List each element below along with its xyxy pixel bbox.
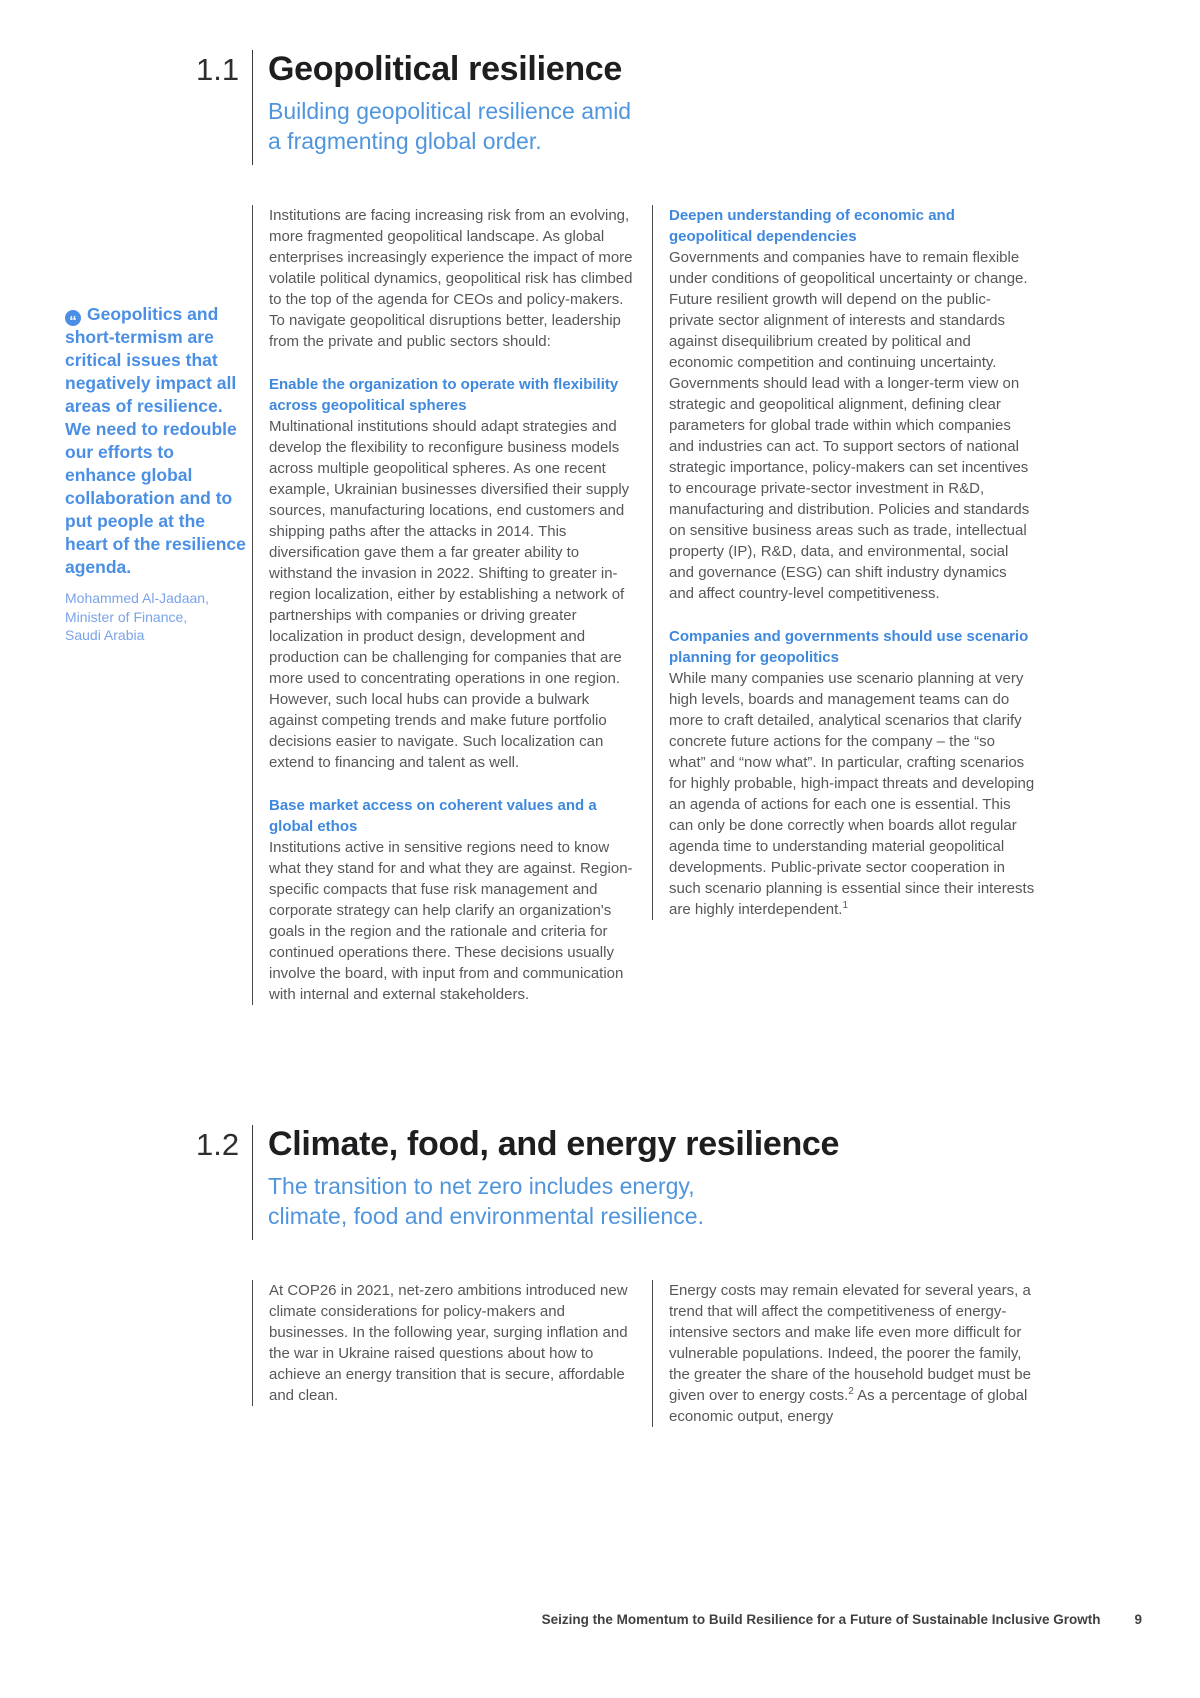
column-left: [252, 1280, 652, 1406]
section-title-block: [252, 50, 631, 165]
column-right: [652, 1280, 1052, 1427]
section-1-2-header: [196, 1125, 1200, 1240]
subsection-flexibility: [269, 374, 635, 773]
subsection-heading: Deepen understanding of economic and geopolitical dependencies: [669, 207, 955, 245]
body-segment: While many companies use scenario planning at very high levels, boards and management teams can do more to craft detailed, analytical scenarios that clarify concrete future actions for the company – the “so what” and “now what”. In particular, crafting scenarios for highly probable, high-impact threats and developing an agenda of actions for each one is essential. This can only be done correctly when boards allot regular agenda time to understanding material geopolitical developments. Public-private sector cooperation in such scenario planning is essential since their interests are highly: [669, 670, 1035, 918]
pull-quote: [65, 205, 252, 645]
subsection-dependencies: [669, 205, 1035, 604]
body-paragraph: Multinational institutions should adapt strategies and develop the flexibility to reconfigure business models across multiple geopolitical spheres. As one recent example, Ukrainian businesses diversified their supply sources, manufacturing locations, end customers and shipping paths after the attacks in 2014. This diversification gave them a far greater ability to withstand the invasion in 2022. Shifting to greater in-region localization, either by establishing a network of partnerships with companies or driving greater localization in product design, development and production can be challenging for companies that are more used to concentrating operations in one region. However, such local hubs can provide a bulwark against competing trends and make future portfolio decisions easier to navigate. Such localization can extend to financing and talent as well.: [269, 418, 630, 771]
column-left: [252, 205, 652, 1005]
subsection-heading: Enable the organization to operate with flexibility across geopolitical spheres: [269, 376, 619, 414]
section-1-2-content: [0, 1280, 1200, 1427]
section-number: 1.2: [196, 1127, 240, 1162]
footnote-ref-2: 2: [848, 1386, 854, 1397]
body-segment: Energy costs may remain elevated for several years, a trend that will affect the competitiveness of energy-intensive sectors and make life even more difficult for vulnerable populations. Indeed, the poorer the family, the greater the share of the household budget must be given over to energy costs.: [669, 1282, 1031, 1404]
section-subtitle: [268, 97, 631, 156]
page-footer: [542, 1612, 1142, 1627]
subsection-scenario-planning: [669, 626, 1035, 920]
attribution-name: Mohammed Al-Jadaan,: [65, 590, 209, 606]
column-right: [652, 205, 1052, 920]
quote-icon: “: [65, 310, 81, 326]
attribution-role: Minister of Finance,: [65, 608, 188, 625]
footer-report-title: Seizing the Momentum to Build Resilience for a Future of Sustainable Inclusive Growth: [541, 1612, 1101, 1627]
subsection-heading: Companies and governments should use scenario planning for geopolitics: [669, 628, 1029, 666]
body-segment: As a percentage of global economic output, energy: [669, 1387, 1028, 1425]
section-number: 1.1: [196, 52, 240, 87]
subtitle-line: The transition to net zero includes energy,: [268, 1173, 695, 1200]
pull-quote-text: Geopolitics and short-termism are critical issues that negatively impact all areas of resilience. We need to redouble our efforts to enhance global collaboration and to put people at the heart of the resilience agenda.: [65, 304, 246, 577]
body-paragraph: [669, 1280, 1035, 1427]
section-subtitle: [268, 1172, 839, 1231]
body-segment: interdependent.: [738, 901, 843, 918]
subtitle-line: Building geopolitical resilience amid: [268, 98, 632, 125]
section-1-1-header: [196, 50, 1200, 165]
page-number: 9: [1134, 1612, 1142, 1627]
section-title: Climate, food, and energy resilience: [268, 1125, 840, 1163]
subtitle-line: climate, food and environmental resilience.: [268, 1202, 704, 1229]
body-paragraph: Institutions active in sensitive regions need to know what they stand for and what they are against. Region-specific compacts that fuse risk management and corporate strategy can help clarify an organization's goals in the region and the rationale and criteria for continued operations there. These decisions usually involve the board, with input from and communication with internal and external stakeholders.: [269, 839, 633, 1003]
subsection-market-access: [269, 795, 635, 1005]
quote-attribution: [65, 589, 246, 645]
body-paragraph: At COP26 in 2021, net-zero ambitions introduced new climate considerations for policy-makers and businesses. In the following year, surging inflation and the war in Ukraine raised questions about how to achieve an energy transition that is secure, affordable and clean.: [269, 1282, 628, 1404]
pull-quote-text-block: [65, 303, 246, 579]
section-title: Geopolitical resilience: [268, 50, 623, 88]
attribution-org: Saudi Arabia: [65, 627, 145, 643]
subsection-heading: Base market access on coherent values and a global ethos: [269, 797, 597, 835]
intro-paragraph: Institutions are facing increasing risk from an evolving, more fragmented geopolitical landscape. As global enterprises increasingly experience the impact of more volatile political dynamics, geopolitical risk has climbed to the top of the agenda for CEOs and policy-makers. To navigate geopolitical disruptions better, leadership from the private and public sectors should:: [269, 207, 633, 350]
body-paragraph: Governments and companies have to remain flexible under conditions of geopolitical uncertainty or change. Future resilient growth will depend on the public-private sector alignment of interests and standards against disequilibrium created by political and economic competition and continuing uncertainty. Governments should lead with a longer-term view on strategic and geopolitical alignment, defining clear parameters for global trade within which companies and industries can act. To support sectors of national strategic importance, policy-makers can set incentives to encourage private-sector investment in R&D, manufacturing and distribution. Policies and standards on sensitive business areas such as trade, intellectual property (IP), R&D, data, and environmental, social and governance (ESG) can shift industry dynamics and affect country-level competitiveness.: [669, 249, 1030, 602]
body-paragraph: [669, 668, 1035, 920]
section-title-block: [252, 1125, 839, 1240]
subtitle-line: a fragmenting global order.: [268, 127, 542, 154]
footnote-ref-1: 1: [842, 900, 849, 911]
section-1-1-content: [0, 205, 1200, 1005]
